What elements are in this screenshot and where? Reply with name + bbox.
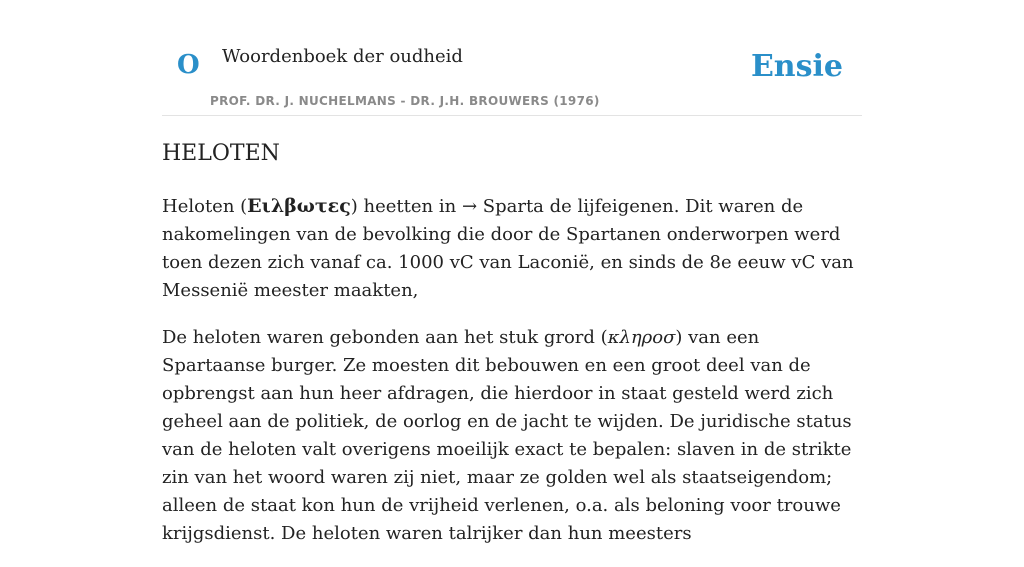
paragraph-2 [162, 324, 862, 548]
book-title-link[interactable]: Woordenboek der oudheid [222, 46, 463, 67]
paragraph-1 [162, 192, 862, 305]
header [162, 0, 862, 116]
ensie-logo[interactable]: Ensie [750, 49, 843, 84]
sparta-link: Sparta de lijfeigenen. Dit waren de nakomelingen van de bevolking die door de Spartanen onderworpen werd toen dezen zich vanaf ca. 1000 vC van Laconië, en sinds de 8e eeuw vC van Messenië meester maakten, [162, 196, 854, 301]
letter-index-link[interactable]: O [177, 50, 200, 80]
paragraph-1-text-2: ) heetten in [350, 196, 462, 217]
paragraph-1-text-1: Heloten ( [162, 196, 248, 217]
entry-content [162, 192, 862, 567]
entry-title: HELOTEN [162, 141, 280, 166]
greek-term: Ειλβωτες [247, 195, 351, 217]
link-arrow-icon: → [461, 196, 478, 217]
greek-term: κληροσ [607, 327, 676, 348]
paragraph-2-text-1: De heloten waren gebonden aan het stuk grord ( [162, 327, 608, 348]
paragraph-2-text-2: ) van een Spartaanse burger. Ze moesten dit bebouwen en een groot deel van de opbrengst aan hun heer afdragen, die hierdoor in staat gesteld werd zich geheel aan de politiek, de oorlog en de jacht te wijden. De juridische status van de heloten valt overigens moeilijk exact te bepalen: slaven in de strikte zin van het woord waren zij niet, maar ze golden wel als staatseigendom; alleen de staat kon hun de vrijheid verlenen, o.a. als beloning voor trouwe krijgsdienst. De heloten waren talrijker dan hun meesters [162, 327, 852, 544]
book-authors: PROF. DR. J. NUCHELMANS - DR. J.H. BROUWERS (1976) [210, 94, 600, 108]
